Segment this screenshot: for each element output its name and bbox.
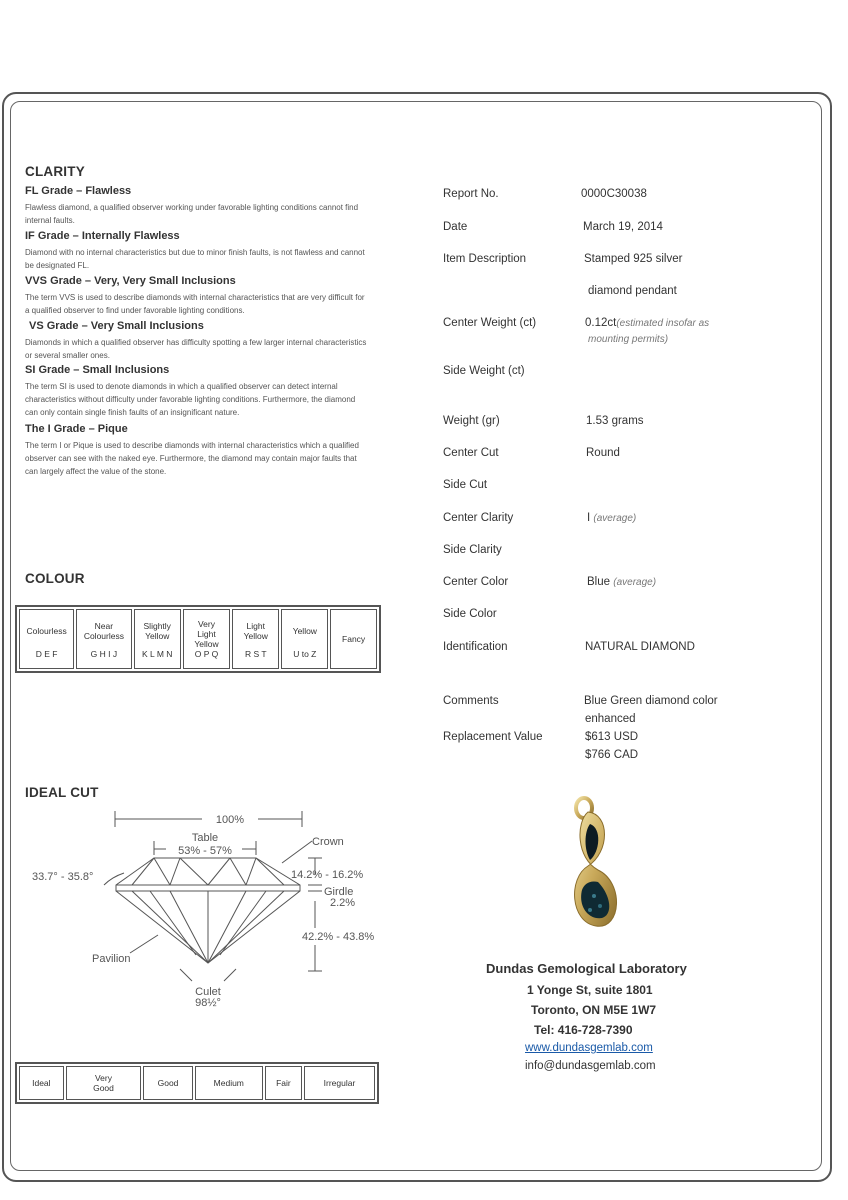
diagram-table-range: 53% - 57% [178, 845, 232, 857]
center-cut-value: Round [586, 447, 620, 459]
diagram-pavilion-depth: 42.2% - 43.8% [302, 931, 375, 943]
colour-cell-near-colourless: Near Colourless G H I J [76, 609, 131, 669]
comments-line2: enhanced [585, 713, 636, 725]
grade-if-desc: Diamond with no internal characteristics but due to minor finish faults, is not flawless and cannot be designated FL. [25, 248, 365, 270]
center-clarity-value: I (average) [587, 512, 637, 524]
center-clarity-label: Center Clarity [443, 512, 514, 524]
cut-grade-ideal: Ideal [19, 1066, 64, 1100]
report-no-label: Report No. [443, 188, 499, 200]
lab-telephone: Tel: 416-728-7390 [534, 1023, 633, 1037]
colour-cell-yellow: Yellow U to Z [281, 609, 328, 669]
lab-address-line2: Toronto, ON M5E 1W7 [531, 1003, 657, 1017]
grade-i-desc: The term I or Pique is used to describe diamonds with internal characteristics which a qualified observer can see with the naked eye. Furthermore, the diamond may contain major faults that can largely affect the value of the stone. [25, 441, 359, 476]
lab-website-link[interactable]: www.dundasgemlab.com [525, 1042, 653, 1054]
item-description-label: Item Description [443, 253, 527, 265]
lab-name: Dundas Gemological Laboratory [486, 961, 687, 976]
identification-value: NATURAL DIAMOND [585, 641, 695, 653]
colour-cell-very-light-yellow: Very Light Yellow O P Q [183, 609, 230, 669]
cut-grade-table [15, 1062, 379, 1104]
report-no-value: 0000C30038 [581, 188, 647, 200]
diagram-table-label: Table [191, 832, 219, 844]
diamond-proportions-diagram [20, 805, 380, 1020]
ideal-cut-heading: IDEAL CUT [25, 785, 99, 800]
pendant-photo [548, 796, 638, 936]
identification-label: Identification [443, 641, 508, 653]
cut-grade-irregular: Irregular [304, 1066, 375, 1100]
item-description-line1: Stamped 925 silver [584, 253, 683, 265]
diagram-culet-label: Culet [195, 986, 221, 998]
colour-cell-slightly-yellow: Slightly Yellow K L M N [134, 609, 181, 669]
grade-vs-desc: Diamonds in which a qualified observer has difficulty spotting a few larger internal characteristics or several smaller ones. [25, 338, 367, 360]
center-weight-note: (estimated insofar as [616, 318, 710, 329]
diagram-pavilion-label: Pavilion [92, 953, 131, 965]
center-cut-label: Center Cut [443, 447, 499, 459]
cut-grade-very-good: Very Good [66, 1066, 142, 1100]
weight-value: 1.53 grams [586, 415, 644, 427]
diagram-culet-value: 98½° [195, 997, 221, 1009]
grade-i-title: The I Grade – Pique [25, 423, 128, 435]
cut-grade-good: Good [143, 1066, 192, 1100]
colour-scale-table [15, 605, 381, 673]
cut-grade-fair: Fair [265, 1066, 302, 1100]
colour-cell-light-yellow: Light Yellow R S T [232, 609, 279, 669]
grade-fl-desc: Flawless diamond, a qualified observer working under favorable lighting conditions cannot find internal faults. [25, 203, 359, 225]
center-weight-note-line2: mounting permits) [588, 334, 669, 345]
grade-si-title: SI Grade – Small Inclusions [25, 364, 170, 376]
diagram-crown-label: Crown [312, 836, 344, 848]
diagram-crown-height: 14.2% - 16.2% [291, 869, 364, 881]
side-clarity-label: Side Clarity [443, 544, 502, 556]
replacement-value-usd: $613 USD [585, 731, 639, 743]
center-weight-label: Center Weight (ct) [443, 317, 537, 329]
diagram-girdle-value: 2.2% [330, 897, 356, 909]
item-description-line2: diamond pendant [588, 285, 677, 297]
side-color-label: Side Color [443, 608, 497, 620]
grade-vs-title: VS Grade – Very Small Inclusions [29, 320, 204, 332]
side-cut-label: Side Cut [443, 479, 488, 491]
grade-vvs-desc: The term VVS is used to describe diamonds with internal characteristics that are very difficult for a qualified observer to find under favorable lighting conditions. [25, 293, 365, 315]
side-weight-label: Side Weight (ct) [443, 365, 525, 377]
center-color-label: Center Color [443, 576, 509, 588]
weight-label: Weight (gr) [443, 415, 500, 427]
date-label: Date [443, 221, 468, 233]
grade-vvs-title: VVS Grade – Very, Very Small Inclusions [25, 275, 236, 287]
grade-si-desc: The term SI is used to denote diamonds in which a qualified observer can detect internal characteristics without difficulty under favorable lighting conditions. Furthermore, the diamond can only contain single finish faults of an insignificant nature. [25, 382, 356, 417]
colour-cell-fancy: Fancy [330, 609, 377, 669]
center-weight-value: 0.12ct(estimated insofar as [585, 317, 710, 329]
diagram-total-width: 100% [215, 814, 245, 826]
colour-heading: COLOUR [25, 571, 85, 586]
comments-label: Comments [443, 695, 499, 707]
colour-cell-colourless: Colourless D E F [19, 609, 74, 669]
lab-email: info@dundasgemlab.com [525, 1060, 656, 1072]
lab-address-line1: 1 Yonge St, suite 1801 [527, 983, 653, 997]
cut-grade-medium: Medium [195, 1066, 263, 1100]
grade-fl-title: FL Grade – Flawless [25, 185, 132, 197]
clarity-heading: CLARITY [25, 164, 85, 179]
replacement-value-label: Replacement Value [443, 731, 543, 743]
replacement-value-cad: $766 CAD [585, 749, 639, 761]
comments-line1: Blue Green diamond color [584, 695, 718, 707]
diagram-crown-angle: 33.7° - 35.8° [32, 871, 94, 883]
diagram-girdle-label: Girdle [324, 886, 354, 898]
date-value: March 19, 2014 [583, 221, 663, 233]
center-color-value: Blue (average) [587, 576, 657, 588]
grade-if-title: IF Grade – Internally Flawless [25, 230, 180, 242]
